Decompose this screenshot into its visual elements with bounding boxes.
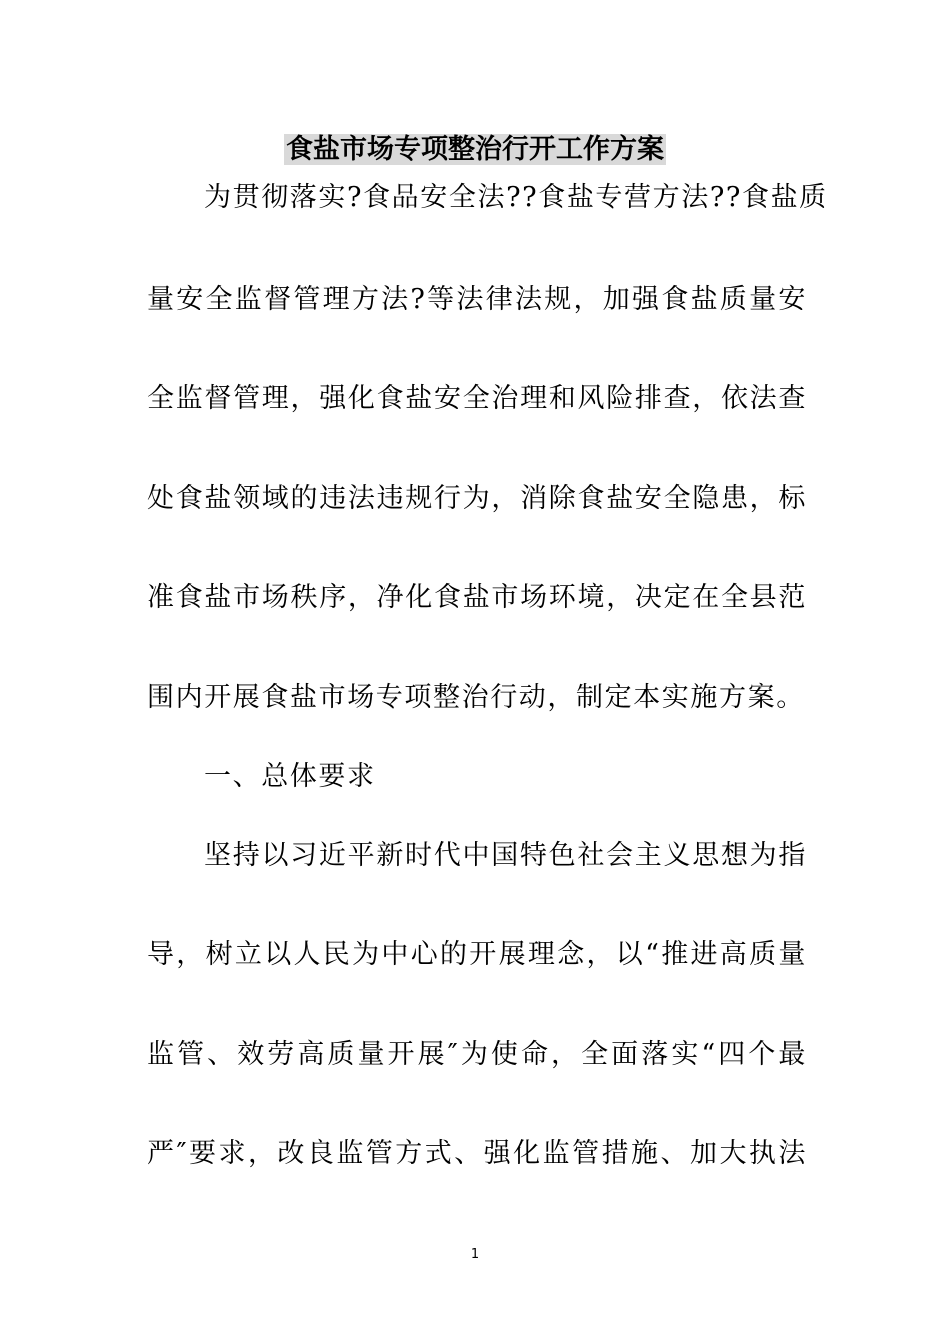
paragraph-1-line-1: 为贯彻落实?食品安全法??食盐专营方法??食盐质 (204, 182, 828, 213)
paragraph-1-line-2: 量安全监督管理方法?等法律法规，加强食盐质量安 (147, 284, 807, 315)
paragraph-2-line-2: 导，树立以人民为中心的开展理念，以“推进高质量 (147, 939, 807, 970)
page-number: 1 (470, 1247, 480, 1262)
paragraph-1-line-5: 准食盐市场秩序，净化食盐市场环境，决定在全县范 (147, 582, 807, 613)
paragraph-2-line-4: 严″要求，改良监管方式、强化监管措施、加大执法 (147, 1138, 807, 1169)
paragraph-1-line-6: 围内开展食盐市场专项整治行动，制定本实施方案。 (147, 682, 805, 713)
section-1-heading: 一、总体要求 (204, 761, 376, 792)
title-text: 食盐市场专项整治行开工作方案 (286, 134, 664, 165)
paragraph-2-line-1: 坚持以习近平新时代中国特色社会主义思想为指 (204, 840, 807, 871)
paragraph-1-line-4: 处食盐领域的违法违规行为，消除食盐安全隐患，标 (147, 483, 807, 514)
paragraph-1-line-3: 全监督管理，强化食盐安全治理和风险排查，依法查 (147, 383, 807, 414)
paragraph-2-line-3: 监管、效劳高质量开展″为使命，全面落实“四个最 (147, 1039, 807, 1070)
document-title (0, 130, 950, 170)
